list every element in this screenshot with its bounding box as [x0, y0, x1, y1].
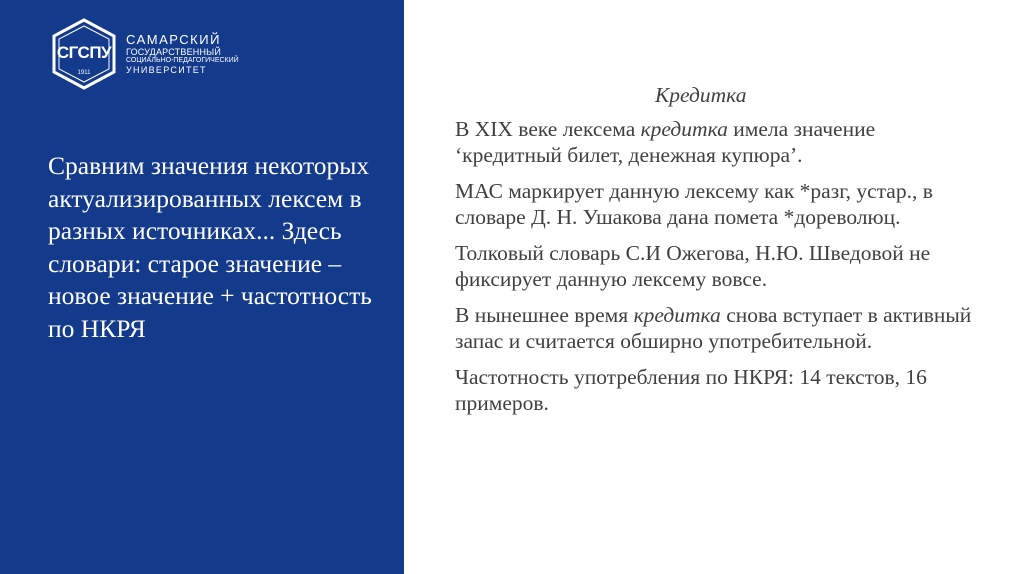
paragraph-mas: МАС маркирует данную лексему как *разг, устар., в словаре Д. Н. Ушакова дана помета *дореволюц.: [455, 179, 933, 229]
paragraph-modern-start: В нынешнее время: [455, 303, 634, 327]
paragraph-frequency: Частотность употребления по НКРЯ: 14 текстов, 16 примеров.: [455, 365, 927, 415]
logo-wordmark: [126, 33, 239, 75]
emblem-icon: [48, 18, 120, 90]
paragraph-modern: [455, 302, 985, 354]
emblem-abbr: СГСПУ: [56, 43, 112, 62]
paragraph-history-end: имела значение ‘кредитный билет, денежная купюра’.: [455, 117, 876, 167]
logo-line-1: САМАРСКИЙ: [126, 32, 221, 47]
paragraph-ozhegov: Толковый словарь С.И Ожегова, Н.Ю. Шведовой не фиксирует данную лексему вовсе.: [455, 241, 931, 291]
paragraph-history-term: кредитка: [640, 117, 728, 141]
left-intro-text: Сравним значения некоторых актуализированных лексем в разных источниках... Здесь словари: старое значение – новое значение + частотность по НКРЯ: [48, 151, 372, 343]
logo-line-2: ГОСУДАРСТВЕННЫЙ: [126, 47, 222, 57]
paragraph-modern-term: кредитка: [633, 303, 721, 327]
left-panel: [0, 0, 404, 574]
university-logo: [48, 18, 239, 90]
logo-line-3: СОЦИАЛЬНО-ПЕДАГОГИЧЕСКИЙ: [126, 57, 239, 64]
paragraph-history: [455, 116, 985, 168]
emblem-year: 1911: [77, 70, 91, 76]
paragraph-modern-end: снова вступает в активный запас и считается обширно употребительной.: [455, 303, 972, 353]
paragraph-history-start: В XIX веке лексема: [455, 117, 641, 141]
main-content: [455, 82, 985, 426]
slide-title: Кредитка: [655, 83, 747, 107]
logo-line-4: УНИВЕРСИТЕТ: [126, 65, 207, 75]
